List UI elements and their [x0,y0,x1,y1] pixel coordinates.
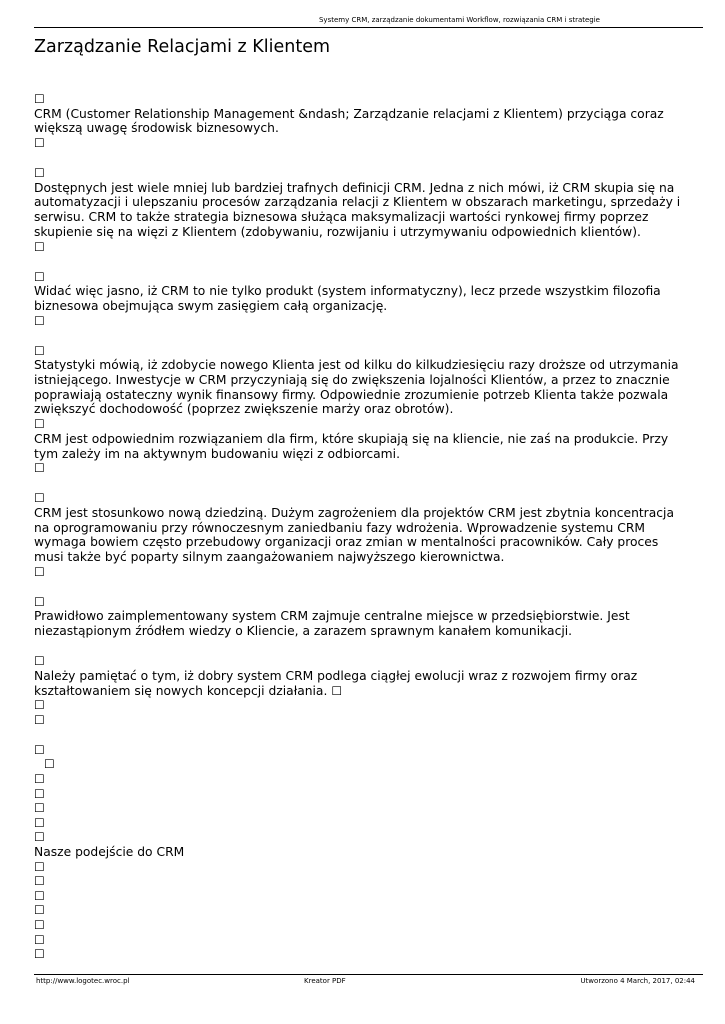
paragraph: Dostępnych jest wiele mniej lub bardziej trafnych definicji CRM. Jedna z nich mówi, iż CRM skupia się na automatyzacji i ulepszaniu procesów zarządzania relacji z Klientem w obszarach marketingu, sprzedaży i serwisu. CRM to także strategia biznesowa służąca maksymalizacji wartości rynkowej firmy poprzez skupienie się na więzi z Klientem (zdobywaniu, rozwijaniu i utrzymywaniu odpowiednich klientów). [34,180,681,239]
spacer [34,476,682,491]
spacer [34,728,682,743]
placeholder-box-icon: ☐ [34,874,45,889]
spacer [34,580,682,595]
placeholder-box-icon: ☐ [34,417,45,432]
placeholder-box-icon: ☐ [34,918,45,933]
paragraph: Widać więc jasno, iż CRM to nie tylko produkt (system informatyczny), lecz przede wszystkim filozofia biznesowa obejmująca swym zasięgiem całą organizację. [34,284,661,313]
placeholder-box-icon: ☐ [34,461,45,476]
article-body [34,92,682,962]
paragraph-text: Należy pamiętać o tym, iż dobry system CRM podlega ciągłej ewolucji wraz z rozwojem firmy oraz kształtowaniem się nowych koncepcji działania. [34,668,638,698]
placeholder-box-icon: ☐ [44,757,55,772]
placeholder-box-icon: ☐ [34,239,45,254]
paragraph: Prawidłowo zaimplementowany system CRM zajmuje centralne miejsce w przedsiębiorstwie. Jest niezastąpionym źródłem wiedzy o Kliencie, a zarazem sprawnym kanałem komunikacji. [34,609,630,639]
spacer [34,254,682,269]
placeholder-box-icon: ☐ [34,136,45,151]
paragraph [34,669,682,699]
placeholder-box-icon: ☐ [34,92,45,106]
placeholder-box-icon: ☐ [34,801,45,816]
footer-rule [34,974,703,975]
placeholder-box-icon: ☐ [34,269,45,284]
placeholder-box-icon: ☐ [34,742,45,757]
placeholder-box-icon: ☐ [34,815,45,830]
spacer [34,151,682,166]
footer-generator: Kreator PDF [304,977,346,985]
page-title: Zarządzanie Relacjami z Klientem [34,37,331,57]
placeholder-box-icon: ☐ [34,594,45,609]
paragraph: Statystyki mówią, iż zdobycie nowego Klienta jest od kilku do kilkudziesięciu razy droższe od utrzymania istniejącego. Inwestycje w CRM przyczyniają się do zwiększenia lojalności Klientów, a przez to znacznie poprawiają ostateczny wynik finansowy firmy. Odpowiednie zrozumienie potrzeb Klienta także pozwala zwiększyć dochodowość (poprzez zwiększenie marży oraz obrotów). [34,358,679,417]
placeholder-box-icon: ☐ [34,947,45,962]
placeholder-box-icon: ☐ [34,712,45,727]
placeholder-box-icon: ☐ [34,313,45,328]
placeholder-box-icon: ☐ [34,786,45,801]
spacer [34,328,682,343]
footer-url-link[interactable]: http://www.logotec.wroc.pl [36,977,130,985]
placeholder-box-icon: ☐ [331,683,343,698]
paragraph: CRM jest odpowiednim rozwiązaniem dla firm, które skupiają się na kliencie, nie zaś na produkcie. Przy tym zależy im na aktywnym budowaniu więzi z odbiorcami. [34,431,669,461]
placeholder-box-icon: ☐ [34,654,45,669]
paragraph: CRM (Customer Relationship Management &ndash; Zarządzanie relacjami z Klientem) przyciąga coraz większą uwagę środowisk biznesowych. [34,106,664,136]
placeholder-box-icon: ☐ [34,343,45,358]
section-heading: Nasze podejście do CRM [34,844,185,859]
spacer [34,639,682,654]
placeholder-box-icon: ☐ [34,491,45,506]
placeholder-box-icon: ☐ [34,932,45,947]
header-rule [34,27,703,28]
placeholder-box-icon: ☐ [34,903,45,918]
placeholder-box-icon: ☐ [34,565,45,580]
footer-created-date: Utworzono 4 March, 2017, 02:44 [580,977,695,985]
placeholder-box-icon: ☐ [34,698,45,713]
placeholder-box-icon: ☐ [34,888,45,903]
paragraph: CRM jest stosunkowo nową dziedziną. Dużym zagrożeniem dla projektów CRM jest zbytnia koncentracja na oprogramowaniu przy równoczesnym zaniedbaniu fazy wdrożenia. Wprowadzenie systemu CRM wymaga bowiem często przebudowy organizacji oraz zmian w mentalności pracowników. Cały proces musi także być poparty silnym zaangażowaniem najwyższego kierownictwa. [34,505,674,565]
running-header: Systemy CRM, zarządzanie dokumentami Workflow, rozwiązania CRM i strategie [318,16,600,24]
placeholder-box-icon: ☐ [34,859,45,874]
placeholder-box-icon: ☐ [34,830,45,845]
placeholder-box-icon: ☐ [34,165,45,180]
placeholder-box-icon: ☐ [34,771,45,786]
